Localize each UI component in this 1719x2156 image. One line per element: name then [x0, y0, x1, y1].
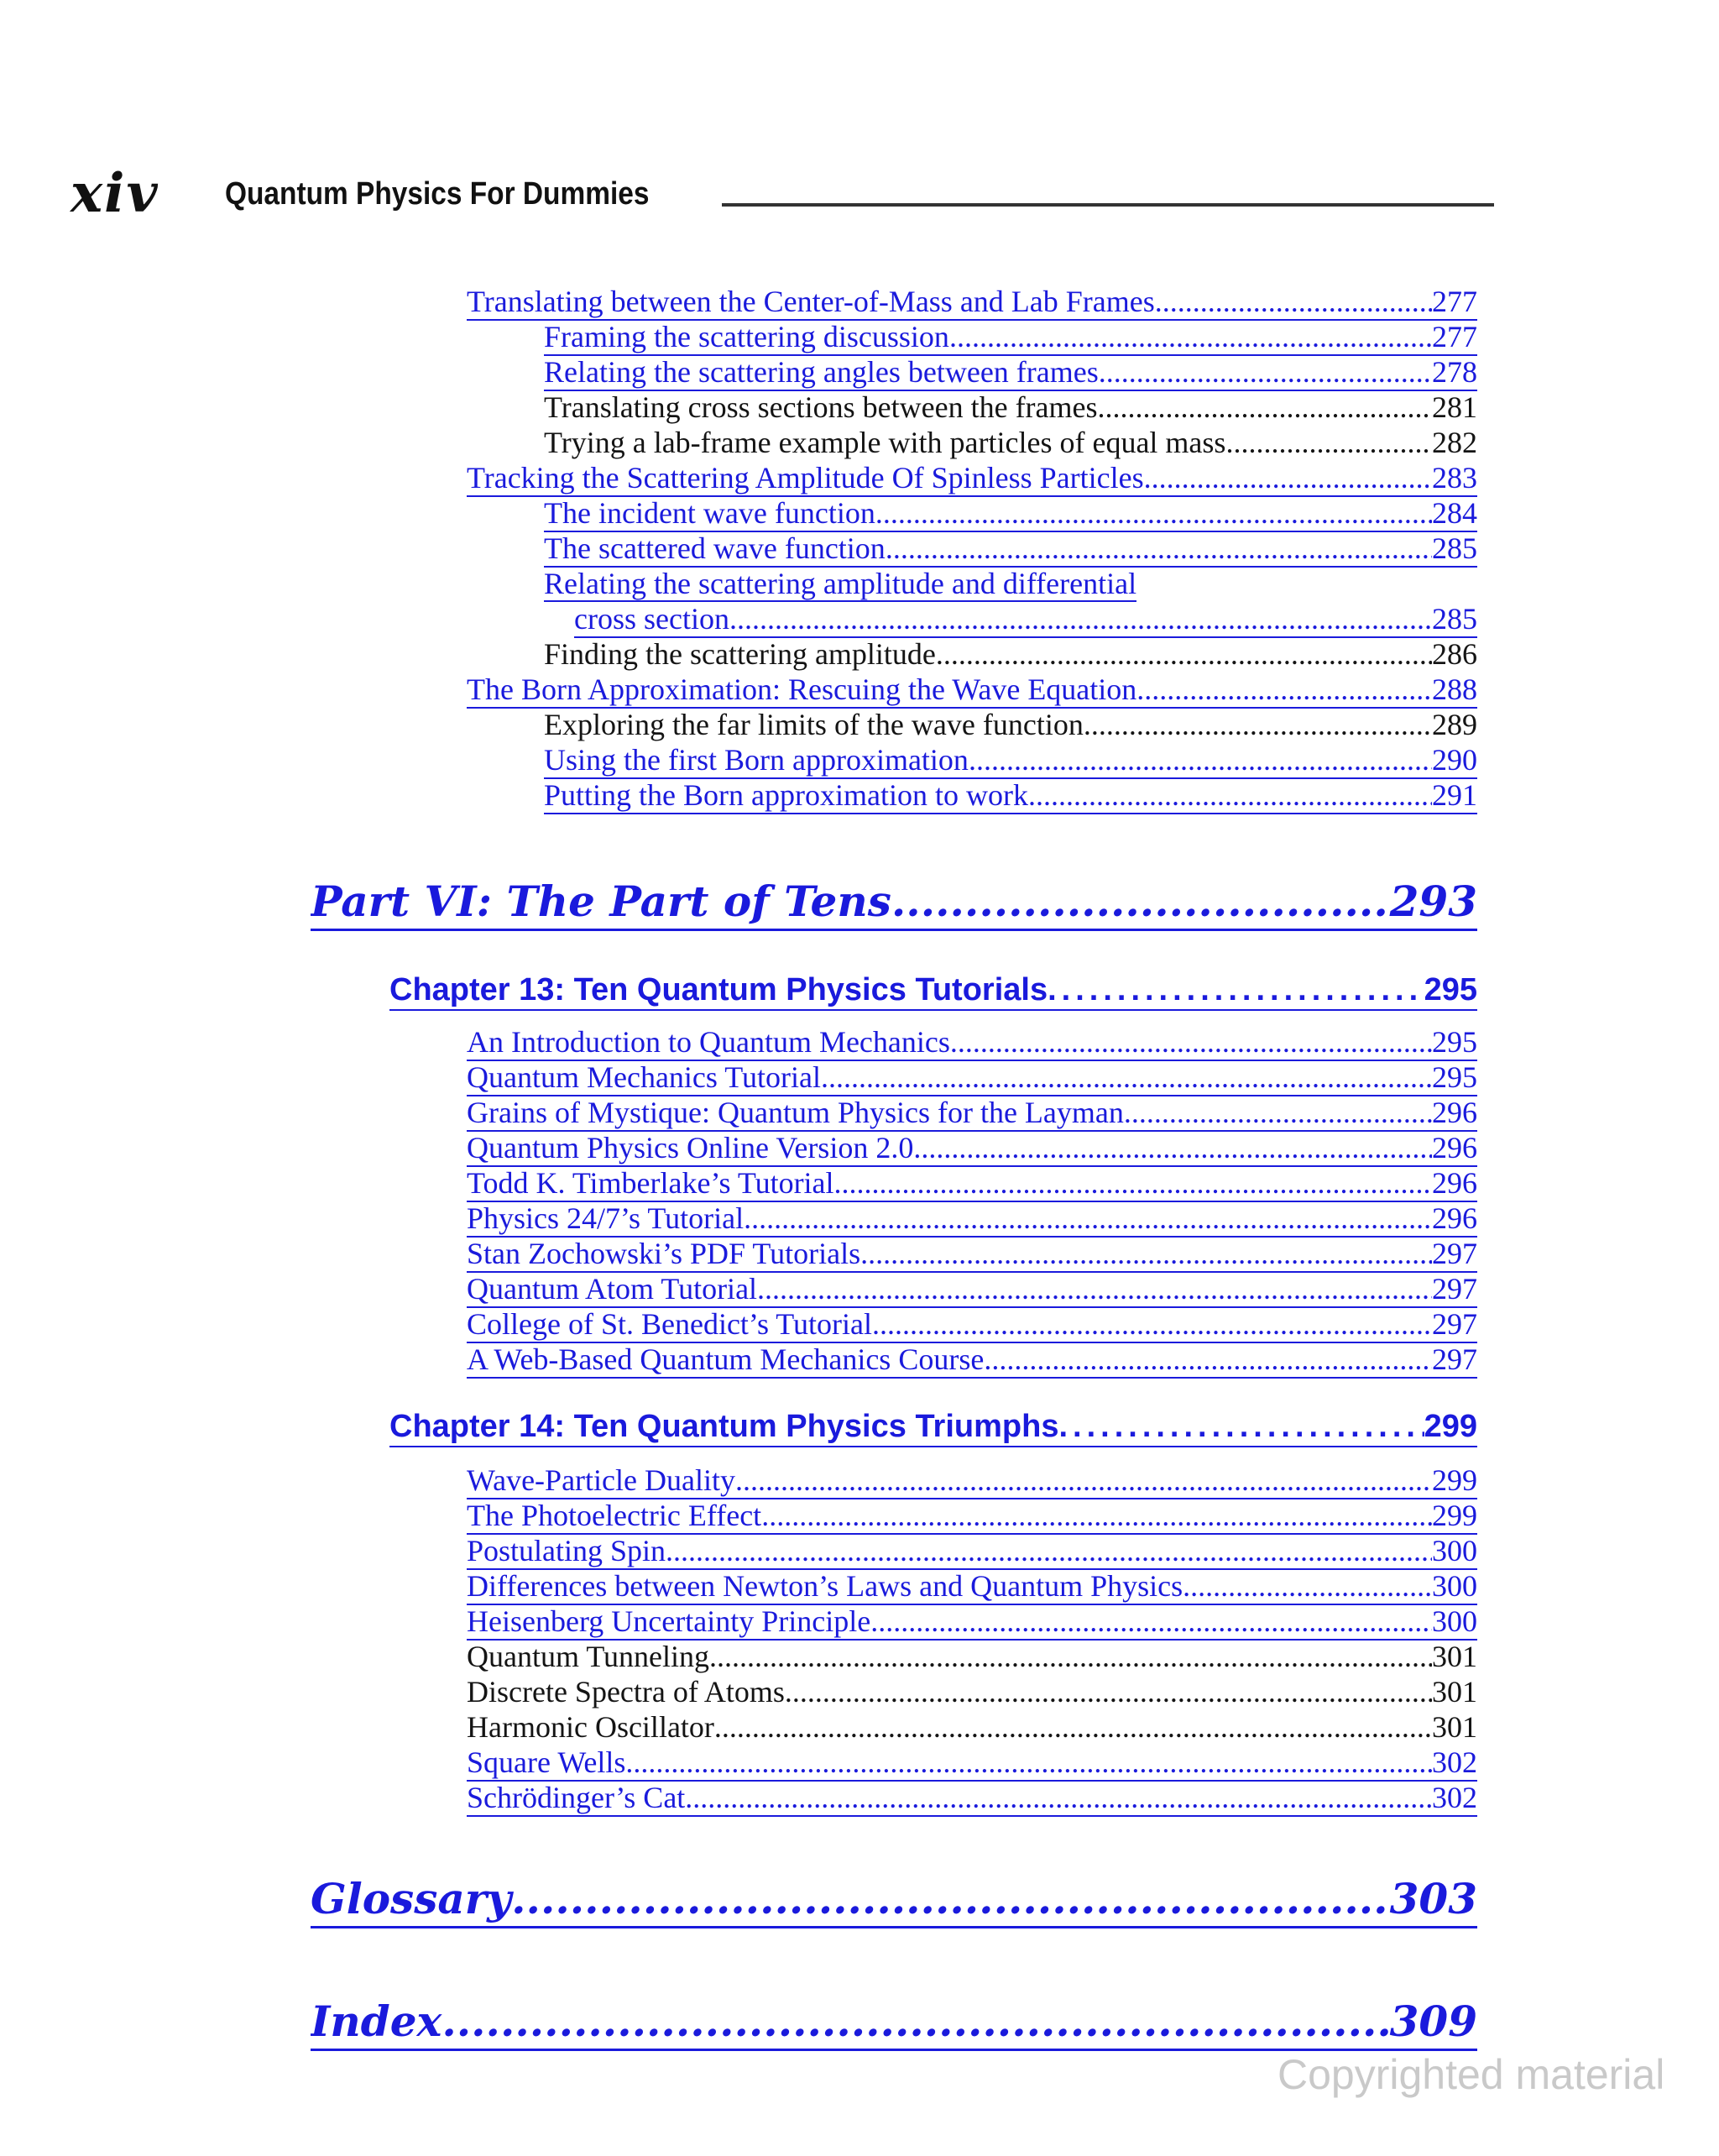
toc-entry-far-limits [544, 707, 1477, 742]
dot-leader [666, 1533, 1432, 1568]
toc-entry-cross-sections-frames [544, 390, 1477, 425]
toc-link-ch13-item[interactable] [467, 1024, 1477, 1061]
page-header [71, 162, 1494, 225]
toc-page-number: 277 [1432, 285, 1477, 318]
dot-leader [875, 495, 1432, 531]
dot-leader [1136, 672, 1432, 707]
toc-link-part-vi[interactable] [311, 877, 1477, 931]
dot-leader [872, 1306, 1432, 1342]
toc-link-ch14-item[interactable] [467, 1568, 1477, 1605]
dot-leader [685, 1780, 1432, 1815]
toc-entry-label: Grains of Mystique: Quantum Physics for the Layman [467, 1096, 1124, 1129]
dot-leader [984, 1342, 1432, 1377]
toc-entry-label: An Introduction to Quantum Mechanics [467, 1025, 950, 1059]
toc-page-number: 297 [1432, 1272, 1477, 1306]
dot-leader [744, 1201, 1432, 1236]
toc-page-number: 296 [1432, 1131, 1477, 1164]
toc-link-scattering-amplitude[interactable] [467, 460, 1477, 497]
dot-leader [834, 1165, 1432, 1201]
toc-page-number: 299 [1432, 1499, 1477, 1532]
dot-leader [1225, 425, 1432, 460]
toc-page-number: 296 [1432, 1096, 1477, 1129]
toc-link-framing-scattering[interactable] [544, 319, 1477, 356]
toc-link-relating-amplitude-cross-section[interactable] [544, 566, 1477, 638]
toc-link-ch13-item[interactable] [467, 1130, 1477, 1167]
toc-page-number: 297 [1432, 1307, 1477, 1341]
toc-link-scattered-wave[interactable] [544, 531, 1477, 568]
toc-page-number: 303 [1389, 1874, 1477, 1923]
toc-entry-label: Translating between the Center-of-Mass and Lab Frames [467, 285, 1155, 318]
toc-page-number: 299 [1424, 1409, 1477, 1444]
toc-link-ch14-item[interactable] [467, 1498, 1477, 1535]
toc-page-number: 277 [1432, 320, 1477, 353]
dot-leader [1099, 354, 1432, 390]
dot-leader [709, 1639, 1432, 1674]
toc-link-chapter-13[interactable] [389, 971, 1477, 1011]
toc-entry-finding-amplitude [544, 636, 1477, 672]
toc-entry-label: Tracking the Scattering Amplitude Of Spinless Particles [467, 461, 1144, 495]
toc-entry-ch14-item [467, 1639, 1477, 1674]
toc-page-number: 295 [1424, 972, 1477, 1007]
toc-entry-label: Quantum Physics Online Version 2.0 [467, 1131, 914, 1164]
header-rule [722, 203, 1494, 207]
toc-page-number: 291 [1432, 778, 1477, 812]
toc-page-number: 290 [1432, 743, 1477, 777]
toc-link-ch14-item[interactable] [467, 1533, 1477, 1570]
toc-link-scattering-angles[interactable] [544, 354, 1477, 391]
toc-entry-ch14-item [467, 1674, 1477, 1709]
toc-page-number: 300 [1432, 1604, 1477, 1638]
toc-link-ch13-item[interactable] [467, 1201, 1477, 1238]
toc-page-number: 285 [1432, 531, 1477, 565]
toc-page-number: 295 [1432, 1060, 1477, 1094]
dot-leader [936, 636, 1432, 672]
toc-link-ch14-item[interactable] [467, 1604, 1477, 1641]
toc-link-glossary[interactable] [311, 1874, 1477, 1928]
toc-entry-label: Harmonic Oscillator [467, 1710, 714, 1744]
toc-entry-label: Relating the scattering angles between frames [544, 355, 1099, 389]
toc-entry-label: Index [311, 1996, 442, 2046]
dot-leader [1098, 390, 1432, 425]
toc-link-first-born[interactable] [544, 742, 1477, 779]
toc-entry-label: Wave-Particle Duality [467, 1463, 735, 1497]
dot-leader [870, 1604, 1432, 1639]
dot-leader [949, 319, 1432, 354]
dot-leader [729, 601, 1432, 636]
toc-entry-ch14-item [467, 1709, 1477, 1745]
toc-page-number: 286 [1432, 637, 1477, 671]
toc-entry-label: Chapter 14: Ten Quantum Physics Triumphs [389, 1409, 1059, 1444]
toc-link-ch13-item[interactable] [467, 1271, 1477, 1308]
toc-page-number: 300 [1432, 1534, 1477, 1567]
dot-leader [785, 1674, 1432, 1709]
dot-leader [735, 1463, 1432, 1498]
toc-entry-label: Physics 24/7’s Tutorial [467, 1201, 745, 1235]
toc-page-number: 296 [1432, 1166, 1477, 1200]
toc-page-number: 288 [1432, 672, 1477, 706]
toc-entry-label: cross section [574, 602, 729, 636]
dot-leader [1058, 1407, 1424, 1446]
toc-page-number: 297 [1432, 1237, 1477, 1270]
toc-page-number: 293 [1389, 877, 1477, 926]
toc-entry-label: Quantum Tunneling [467, 1640, 710, 1673]
toc-link-ch13-item[interactable] [467, 1165, 1477, 1202]
toc-entry-label-line1: Relating the scattering amplitude and differential [544, 567, 1137, 600]
dot-leader [714, 1709, 1432, 1745]
dot-leader [625, 1745, 1432, 1780]
toc-entry-label: College of St. Benedict’s Tutorial [467, 1307, 872, 1341]
toc-entry-label: The incident wave function [544, 496, 875, 530]
toc-link-index[interactable] [311, 1996, 1477, 2051]
dot-leader [1124, 1095, 1432, 1130]
dot-leader [1144, 460, 1432, 495]
toc-link-cross-section[interactable] [574, 601, 1477, 638]
toc-page-number: 301 [1432, 1640, 1477, 1673]
toc-page-number: 300 [1432, 1569, 1477, 1603]
toc-link-incident-wave[interactable] [544, 495, 1477, 532]
page-number: xiv [71, 162, 159, 225]
dot-leader [1048, 971, 1424, 1009]
toc-entry-label: Stan Zochowski’s PDF Tutorials [467, 1237, 861, 1270]
toc-page-number: 281 [1432, 390, 1477, 424]
toc-page-number: 289 [1432, 708, 1477, 741]
toc-page-number: 309 [1389, 1996, 1477, 2046]
toc-link-center-of-mass-lab-frames[interactable] [467, 284, 1477, 321]
toc-page-number: 296 [1432, 1201, 1477, 1235]
dot-leader [511, 1874, 1389, 1924]
dot-leader [891, 877, 1390, 927]
toc-entry-label: Quantum Atom Tutorial [467, 1272, 758, 1306]
toc-entry-label: Postulating Spin [467, 1534, 666, 1567]
dot-leader [969, 742, 1432, 777]
toc-page-number: 302 [1432, 1781, 1477, 1814]
dot-leader [860, 1236, 1432, 1271]
dot-leader [761, 1498, 1432, 1533]
toc-entry-label: Trying a lab-frame example with particles of equal mass [544, 426, 1226, 459]
toc-entry-label: Discrete Spectra of Atoms [467, 1675, 785, 1709]
toc-entry-label: A Web-Based Quantum Mechanics Course [467, 1342, 985, 1376]
toc-link-ch13-item[interactable] [467, 1236, 1477, 1273]
toc-link-ch13-item[interactable] [467, 1306, 1477, 1343]
toc-link-born-approximation[interactable] [467, 672, 1477, 709]
toc-entry-label: Exploring the far limits of the wave function [544, 708, 1084, 741]
dot-leader [950, 1024, 1432, 1060]
toc-page-number: 299 [1432, 1463, 1477, 1497]
toc-entry-label: The Photoelectric Effect [467, 1499, 762, 1532]
toc-entry-label: The Born Approximation: Rescuing the Wave Equation [467, 672, 1137, 706]
toc-page-number: 284 [1432, 496, 1477, 530]
dot-leader [442, 1996, 1389, 2047]
toc-entry-label: Schrödinger’s Cat [467, 1781, 686, 1814]
toc-entry-label: Putting the Born approximation to work [544, 778, 1028, 812]
toc-page-number: 282 [1432, 426, 1477, 459]
toc-link-ch14-item[interactable] [467, 1780, 1477, 1817]
dot-leader [1084, 707, 1432, 742]
toc-entry-label: Using the first Born approximation [544, 743, 969, 777]
dot-leader [1183, 1568, 1432, 1604]
toc-link-ch13-item[interactable] [467, 1095, 1477, 1132]
toc-entry-label: Quantum Mechanics Tutorial [467, 1060, 821, 1094]
toc-page-number: 285 [1432, 602, 1477, 636]
toc-link-born-to-work[interactable] [544, 777, 1477, 814]
toc-entry-label: Square Wells [467, 1745, 626, 1779]
toc-link-ch14-item[interactable] [467, 1745, 1477, 1782]
toc-link-ch14-item[interactable] [467, 1463, 1477, 1499]
toc-page-number: 295 [1432, 1025, 1477, 1059]
toc-entry-label: The scattered wave function [544, 531, 886, 565]
dot-leader [757, 1271, 1432, 1306]
dot-leader [1028, 777, 1432, 813]
toc-entry-label: Finding the scattering amplitude [544, 637, 936, 671]
toc-page-number: 301 [1432, 1675, 1477, 1709]
toc-link-chapter-14[interactable] [389, 1407, 1477, 1447]
toc-link-ch13-item[interactable] [467, 1060, 1477, 1096]
toc-entry-label: Todd K. Timberlake’s Tutorial [467, 1166, 834, 1200]
toc-entry-label: Part VI: The Part of Tens [311, 877, 891, 926]
toc-entry-lab-frame-example [544, 425, 1477, 460]
toc-page-number: 302 [1432, 1745, 1477, 1779]
toc-page-number: 278 [1432, 355, 1477, 389]
toc-page-number: 283 [1432, 461, 1477, 495]
toc-entry-label: Differences between Newton’s Laws and Quantum Physics [467, 1569, 1183, 1603]
dot-leader [1155, 284, 1432, 319]
toc-entry-label: Translating cross sections between the frames [544, 390, 1098, 424]
toc-page-number: 297 [1432, 1342, 1477, 1376]
toc-link-ch13-item[interactable] [467, 1342, 1477, 1379]
dot-leader [886, 531, 1432, 566]
running-head-title: Quantum Physics For Dummies [225, 176, 650, 212]
toc-entry-label: Chapter 13: Ten Quantum Physics Tutorials [389, 972, 1048, 1007]
toc-entry-label: Framing the scattering discussion [544, 320, 949, 353]
toc-entry-label: Glossary [311, 1874, 512, 1923]
dot-leader [821, 1060, 1432, 1095]
toc-page-number: 301 [1432, 1710, 1477, 1744]
toc-entry-label: Heisenberg Uncertainty Principle [467, 1604, 871, 1638]
copyright-watermark: Copyrighted material [1277, 2051, 1665, 2098]
dot-leader [913, 1130, 1432, 1165]
